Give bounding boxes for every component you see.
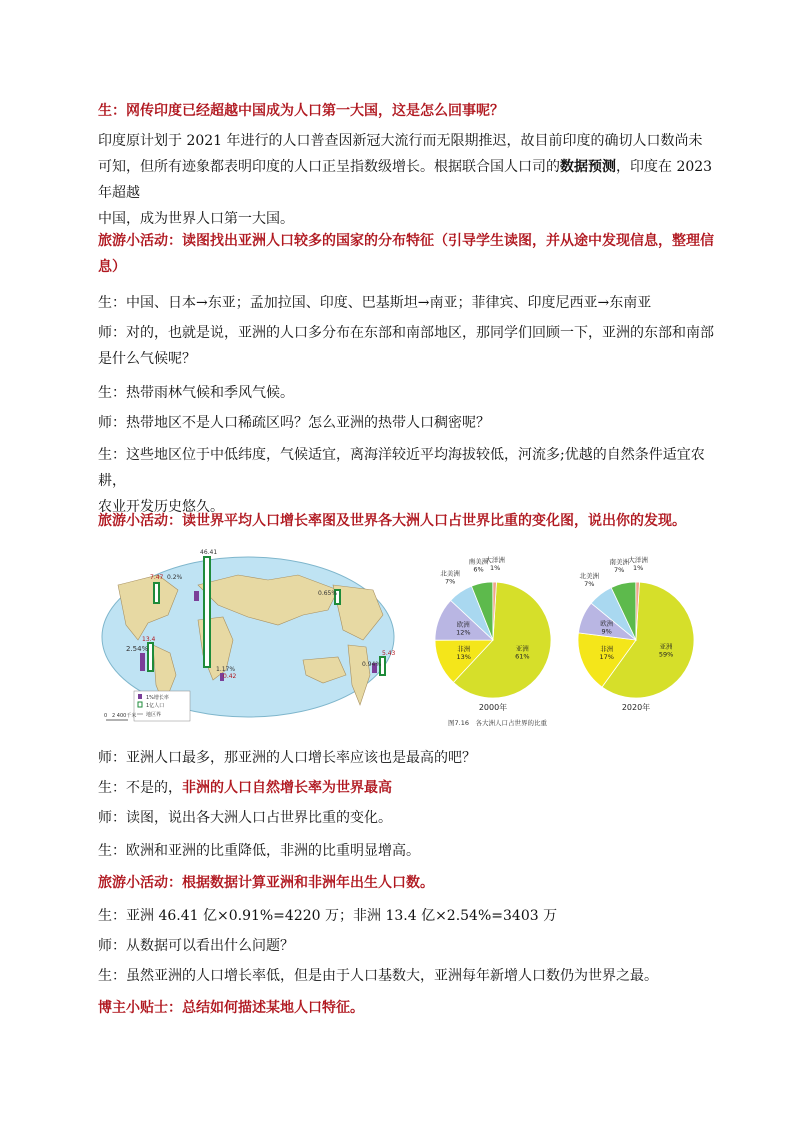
- dialogue-teacher-4: 师：亚洲人口最多，那亚洲的人口增长率应该也是最高的吧？: [98, 750, 476, 766]
- legend-growth: 1%增长率: [146, 695, 169, 701]
- pie-value: 17%: [599, 652, 614, 661]
- legend-population: 1亿人口: [146, 703, 165, 709]
- map-value: 0.42: [223, 673, 237, 680]
- dialogue-student-1: 生：网传印度已经超越中国成为人口第一大国，这是怎么回事呢？: [98, 103, 504, 119]
- dialogue-student-6: 生：欧洲和亚洲的比重降低，非洲的比重明显增高。: [98, 843, 420, 859]
- map-value: 13.4: [142, 636, 156, 643]
- pie-value: 13%: [456, 652, 471, 661]
- dialogue-teacher-3: 师：热带地区不是人口稀疏区吗？怎么亚洲的热带人口稠密呢？: [98, 415, 490, 431]
- pie-label: 北美洲: [579, 572, 599, 581]
- map-value: 0.65%: [318, 590, 338, 597]
- pie-label: 南美洲: [468, 557, 489, 566]
- map-value: 7.47: [150, 574, 164, 581]
- pie-label: 欧洲: [456, 620, 470, 629]
- dialogue-student-3: 生：热带雨林气候和季风气候。: [98, 385, 294, 401]
- pie-value: 12%: [456, 628, 471, 637]
- dialogue-student-4: 生：这些地区位于中低纬度，气候适宜，离海洋较近平均海拔较低，河流多;优越的自然条件适宜农耕， 农业开发历史悠久。: [98, 447, 705, 515]
- dialogue-student-5: 生：不是的，非洲的人口自然增长率为世界最高: [98, 780, 392, 796]
- dialogue-student-8: 生：虽然亚洲的人口增长率低，但是由于人口基数大，亚洲每年新增人口数仍为世界之最。: [98, 968, 658, 984]
- dialogue-student-7: 生：亚洲 46.41 亿×0.91%=4220 万；非洲 13.4 亿×2.54%=3403 万: [98, 908, 558, 924]
- map-value: 46.41: [200, 549, 218, 556]
- map-value: 0.94%: [362, 661, 382, 668]
- asia-population-bar: [204, 557, 210, 667]
- pie-title: 2000年: [478, 703, 508, 712]
- africa-growth-bar: [140, 653, 145, 671]
- map-value: 2.54%: [126, 645, 149, 653]
- dialogue-teacher-2: 师：对的，也就是说，亚洲的人口多分布在东部和南部地区，那同学们回顾一下，亚洲的东部和南部 是什么气候呢？: [98, 325, 714, 367]
- pie-title: 2020年: [621, 703, 651, 712]
- map-value: 5.43: [382, 650, 396, 657]
- world-population-map: [98, 545, 398, 730]
- scale-label: 2 400千米: [112, 713, 137, 719]
- map-value: 1.17%: [216, 666, 236, 673]
- pie-value: 1%: [490, 564, 501, 573]
- pie-value: 7%: [584, 580, 595, 589]
- pie-value: 9%: [601, 627, 612, 636]
- asia-growth-bar: [194, 591, 199, 601]
- dialogue-student-2: 生：中国、日本→东亚；孟加拉国、印度、巴基斯坦→南亚；菲律宾、印度尼西亚→东南亚: [98, 295, 652, 311]
- europe-population-bar: [154, 583, 159, 603]
- pie-label: 大洋洲: [628, 556, 648, 565]
- pie-value: 7%: [614, 565, 625, 574]
- activity-1: 旅游小活动：读图找出亚洲人口较多的国家的分布特征（引导学生读图，并从途中发现信息，整理信 息）: [98, 233, 714, 275]
- pie-label: 非洲: [600, 644, 614, 653]
- pie-value: 1%: [633, 564, 644, 573]
- pie-value: 6%: [473, 565, 484, 574]
- pie-label: 非洲: [457, 644, 471, 653]
- blogger-tip: 博主小贴士：总结如何描述某地人口特征。: [98, 1000, 364, 1016]
- figure-row: [98, 545, 698, 730]
- pie-label: 亚洲: [515, 644, 529, 653]
- activity-3: 旅游小活动：根据数据计算亚洲和非洲年出生人口数。: [98, 875, 434, 891]
- continent-share-pie-charts: [408, 545, 698, 730]
- dialogue-teacher-6: 师：从数据可以看出什么问题？: [98, 938, 294, 954]
- dialogue-teacher-1: 印度原计划于 2021 年进行的人口普查因新冠大流行而无限期推迟，故目前印度的确切人口数尚未 可知，但所有迹象都表明印度的人口正呈指数级增长。根据联合国人口司的数据预测，印度在 2023 年超越 中国，成为世界人口第一大国。: [98, 133, 713, 227]
- figure-caption: 图7.16 各大洲人口占世界的比重: [448, 719, 547, 727]
- africa-population-bar: [148, 643, 153, 671]
- activity-2: 旅游小活动：读世界平均人口增长率图及世界各大洲人口占世界比重的变化图，说出你的发现。: [98, 513, 686, 529]
- scale-zero: 0: [104, 713, 108, 719]
- dialogue-teacher-5: 师：读图，说出各大洲人口占世界比重的变化。: [98, 810, 392, 826]
- pie-label: 欧洲: [600, 619, 614, 628]
- pie-label: 南美洲: [609, 557, 629, 566]
- pie-value: 7%: [444, 577, 456, 586]
- pie-value: 59%: [658, 650, 674, 659]
- legend-boundary: 地区界: [146, 712, 162, 718]
- pie-label: 亚洲: [659, 642, 673, 651]
- map-value: 0.2%: [167, 574, 183, 581]
- pie-label: 北美洲: [440, 569, 460, 578]
- pie-value: 61%: [515, 652, 530, 661]
- pie-label: 大洋洲: [485, 556, 505, 565]
